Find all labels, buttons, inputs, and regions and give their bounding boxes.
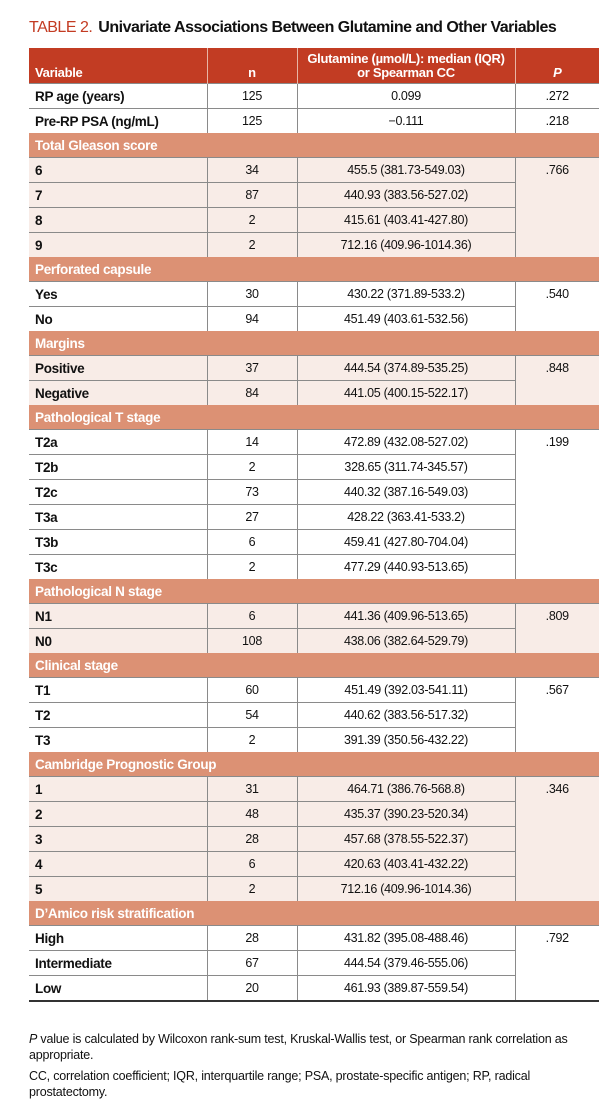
footnote-pvalue <box>29 1031 589 1063</box>
variable-cell: RP age (years) <box>29 84 207 109</box>
table-row <box>29 877 599 902</box>
header-row <box>29 48 599 84</box>
header-n: n <box>207 48 297 84</box>
variable-cell: T2c <box>29 480 207 505</box>
n-cell: 28 <box>207 827 297 852</box>
table-row <box>29 356 599 381</box>
variable-cell: T3c <box>29 555 207 580</box>
glutamine-cell: 441.36 (409.96-513.65) <box>297 604 515 629</box>
n-cell: 73 <box>207 480 297 505</box>
table-row <box>29 555 599 580</box>
variable-cell: T2 <box>29 703 207 728</box>
n-cell: 20 <box>207 976 297 1002</box>
n-cell: 125 <box>207 109 297 134</box>
glutamine-cell: 415.61 (403.41-427.80) <box>297 208 515 233</box>
glutamine-cell: 457.68 (378.55-522.37) <box>297 827 515 852</box>
glutamine-cell: 428.22 (363.41-533.2) <box>297 505 515 530</box>
n-cell: 84 <box>207 381 297 406</box>
table-title <box>29 19 556 37</box>
section-header-row <box>29 901 599 926</box>
glutamine-cell: 455.5 (381.73-549.03) <box>297 158 515 183</box>
footnotes <box>29 1031 589 1105</box>
n-cell: 87 <box>207 183 297 208</box>
footnote-abbreviations: CC, correlation coefficient; IQR, interquartile range; PSA, prostate-specific antigen; RP, radical prostatectomy. <box>29 1069 531 1099</box>
glutamine-cell: 464.71 (386.76-568.8) <box>297 777 515 802</box>
section-header-row <box>29 331 599 356</box>
section-title: Total Gleason score <box>29 133 599 158</box>
table-row <box>29 480 599 505</box>
n-cell: 37 <box>207 356 297 381</box>
variable-cell: High <box>29 926 207 951</box>
variable-cell: 6 <box>29 158 207 183</box>
n-cell: 31 <box>207 777 297 802</box>
glutamine-cell: 440.32 (387.16-549.03) <box>297 480 515 505</box>
n-cell: 34 <box>207 158 297 183</box>
variable-cell: 7 <box>29 183 207 208</box>
glutamine-cell: −0.111 <box>297 109 515 134</box>
n-cell: 6 <box>207 852 297 877</box>
glutamine-cell: 461.93 (389.87-559.54) <box>297 976 515 1002</box>
glutamine-cell: 712.16 (409.96-1014.36) <box>297 233 515 258</box>
table-row <box>29 678 599 703</box>
variable-cell: 8 <box>29 208 207 233</box>
header-glutamine: Glutamine (µmol/L): median (IQR) or Spearman CC <box>297 48 515 84</box>
table-row <box>29 604 599 629</box>
section-title: Pathological N stage <box>29 579 599 604</box>
results-table <box>29 48 599 1002</box>
variable-cell: 4 <box>29 852 207 877</box>
n-cell: 6 <box>207 604 297 629</box>
table-row <box>29 282 599 307</box>
p-value-cell: .272 <box>515 84 599 109</box>
glutamine-cell: 440.62 (383.56-517.32) <box>297 703 515 728</box>
variable-cell: Negative <box>29 381 207 406</box>
table-row <box>29 158 599 183</box>
glutamine-cell: 0.099 <box>297 84 515 109</box>
table-row <box>29 208 599 233</box>
n-cell: 125 <box>207 84 297 109</box>
p-value-cell: .199 <box>515 430 599 580</box>
variable-cell: 2 <box>29 802 207 827</box>
p-value-cell: .567 <box>515 678 599 753</box>
variable-cell: No <box>29 307 207 332</box>
glutamine-cell: 438.06 (382.64-529.79) <box>297 629 515 654</box>
glutamine-cell: 435.37 (390.23-520.34) <box>297 802 515 827</box>
table-row <box>29 777 599 802</box>
table-row <box>29 109 599 134</box>
variable-cell: Intermediate <box>29 951 207 976</box>
glutamine-cell: 420.63 (403.41-432.22) <box>297 852 515 877</box>
variable-cell: Yes <box>29 282 207 307</box>
glutamine-cell: 440.93 (383.56-527.02) <box>297 183 515 208</box>
glutamine-cell: 430.22 (371.89-533.2) <box>297 282 515 307</box>
variable-cell: 1 <box>29 777 207 802</box>
section-title: Margins <box>29 331 599 356</box>
glutamine-cell: 444.54 (379.46-555.06) <box>297 951 515 976</box>
glutamine-cell: 431.82 (395.08-488.46) <box>297 926 515 951</box>
header-p: P <box>515 48 599 84</box>
p-value-cell: .766 <box>515 158 599 258</box>
section-header-row <box>29 653 599 678</box>
glutamine-cell: 451.49 (403.61-532.56) <box>297 307 515 332</box>
section-title: D’Amico risk stratification <box>29 901 599 926</box>
n-cell: 28 <box>207 926 297 951</box>
variable-cell: T2b <box>29 455 207 480</box>
table-row <box>29 951 599 976</box>
n-cell: 48 <box>207 802 297 827</box>
table-row <box>29 505 599 530</box>
variable-cell: 5 <box>29 877 207 902</box>
variable-cell: 3 <box>29 827 207 852</box>
n-cell: 30 <box>207 282 297 307</box>
table-row <box>29 926 599 951</box>
n-cell: 2 <box>207 208 297 233</box>
variable-cell: T3b <box>29 530 207 555</box>
footnote-pvalue-text: value is calculated by Wilcoxon rank-sum test, Kruskal-Wallis test, or Spearman rank correlation as appropriate. <box>29 1032 568 1062</box>
table-row <box>29 530 599 555</box>
n-cell: 108 <box>207 629 297 654</box>
table-row <box>29 703 599 728</box>
n-cell: 60 <box>207 678 297 703</box>
n-cell: 2 <box>207 877 297 902</box>
glutamine-cell: 328.65 (311.74-345.57) <box>297 455 515 480</box>
n-cell: 2 <box>207 555 297 580</box>
p-value-cell: .792 <box>515 926 599 1002</box>
variable-cell: N1 <box>29 604 207 629</box>
p-value-cell: .809 <box>515 604 599 654</box>
glutamine-cell: 444.54 (374.89-535.25) <box>297 356 515 381</box>
table-caption: Univariate Associations Between Glutamine and Other Variables <box>98 19 557 36</box>
table-row <box>29 728 599 753</box>
table-label: TABLE 2. <box>29 19 93 36</box>
variable-cell: 9 <box>29 233 207 258</box>
table-row <box>29 455 599 480</box>
section-title: Pathological T stage <box>29 405 599 430</box>
table-row <box>29 629 599 654</box>
table-row <box>29 802 599 827</box>
glutamine-cell: 472.89 (432.08-527.02) <box>297 430 515 455</box>
n-cell: 67 <box>207 951 297 976</box>
n-cell: 2 <box>207 728 297 753</box>
table-row <box>29 827 599 852</box>
table-row <box>29 976 599 1002</box>
glutamine-cell: 477.29 (440.93-513.65) <box>297 555 515 580</box>
section-title: Perforated capsule <box>29 257 599 282</box>
glutamine-cell: 441.05 (400.15-522.17) <box>297 381 515 406</box>
footnote-p-italic: P <box>29 1032 38 1046</box>
section-title: Clinical stage <box>29 653 599 678</box>
variable-cell: T3 <box>29 728 207 753</box>
table-row <box>29 381 599 406</box>
p-value-cell: .848 <box>515 356 599 406</box>
section-header-row <box>29 257 599 282</box>
p-value-cell: .346 <box>515 777 599 902</box>
glutamine-cell: 459.41 (427.80-704.04) <box>297 530 515 555</box>
header-variable: Variable <box>29 48 207 84</box>
section-title: Cambridge Prognostic Group <box>29 752 599 777</box>
section-header-row <box>29 579 599 604</box>
glutamine-cell: 451.49 (392.03-541.11) <box>297 678 515 703</box>
variable-cell: T1 <box>29 678 207 703</box>
n-cell: 6 <box>207 530 297 555</box>
table-row <box>29 430 599 455</box>
p-value-cell: .540 <box>515 282 599 332</box>
variable-cell: T3a <box>29 505 207 530</box>
p-value-cell: .218 <box>515 109 599 134</box>
table-row <box>29 183 599 208</box>
table-row <box>29 852 599 877</box>
section-header-row <box>29 752 599 777</box>
glutamine-cell: 391.39 (350.56-432.22) <box>297 728 515 753</box>
variable-cell: Positive <box>29 356 207 381</box>
glutamine-cell: 712.16 (409.96-1014.36) <box>297 877 515 902</box>
variable-cell: Low <box>29 976 207 1002</box>
variable-cell: T2a <box>29 430 207 455</box>
table-row <box>29 307 599 332</box>
n-cell: 2 <box>207 233 297 258</box>
variable-cell: Pre-RP PSA (ng/mL) <box>29 109 207 134</box>
section-header-row <box>29 405 599 430</box>
n-cell: 54 <box>207 703 297 728</box>
table-body <box>29 84 599 1002</box>
n-cell: 14 <box>207 430 297 455</box>
table-row <box>29 84 599 109</box>
table-row <box>29 233 599 258</box>
n-cell: 2 <box>207 455 297 480</box>
variable-cell: N0 <box>29 629 207 654</box>
n-cell: 94 <box>207 307 297 332</box>
section-header-row <box>29 133 599 158</box>
n-cell: 27 <box>207 505 297 530</box>
